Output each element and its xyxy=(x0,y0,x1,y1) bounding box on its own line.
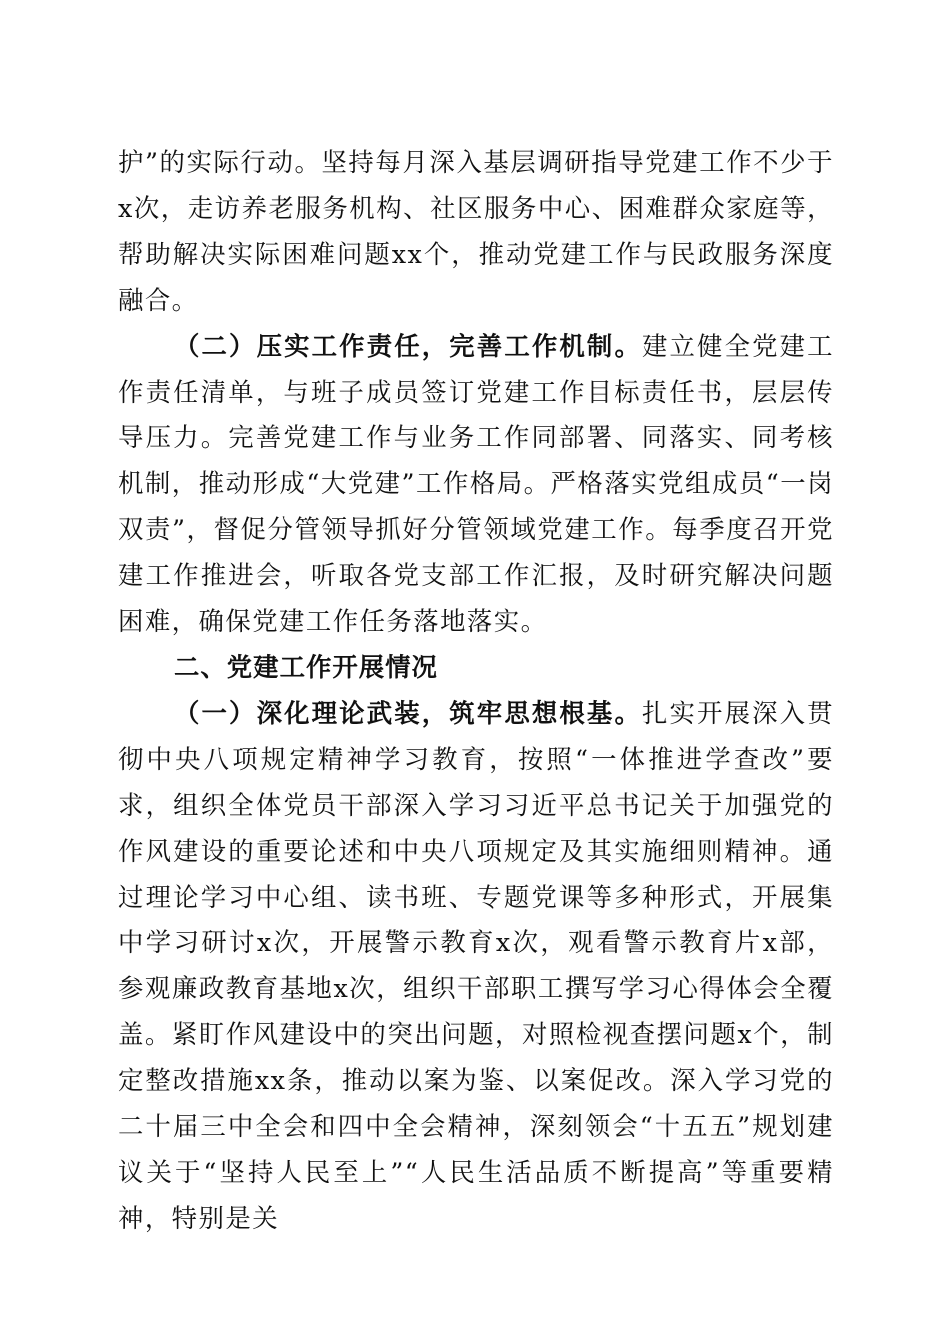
paragraph-responsibility xyxy=(118,324,834,645)
paragraph-text: 建立健全党建工作责任清单，与班子成员签订党建工作目标责任书，层层传导压力。完善党建工作与业务工作同部署、同落实、同考核机制，推动形成“大党建”工作格局。严格落实党组成员“一岗双责”，督促分管领导抓好分管领域党建工作。每季度召开党建工作推进会，听取各党支部工作汇报，及时研究解决问题困难，确保党建工作任务落地落实。 xyxy=(118,330,834,637)
paragraph-lead-heading: （一）深化理论武装，筑牢思想根基。 xyxy=(174,697,642,728)
paragraph-text: 护”的实际行动。坚持每月深入基层调研指导党建工作不少于x次，走访养老服务机构、社区服务中心、困难群众家庭等，帮助解决实际困难问题xx个，推动党建工作与民政服务深度融合。 xyxy=(118,147,834,315)
paragraph-lead-heading: （二）压实工作责任，完善工作机制。 xyxy=(174,330,642,361)
paragraph-theory xyxy=(118,691,834,1242)
section-heading: 二、党建工作开展情况 xyxy=(174,651,438,682)
paragraph-continuation xyxy=(118,140,834,324)
document-body xyxy=(118,140,834,1242)
paragraph-text: 扎实开展深入贯彻中央八项规定精神学习教育，按照“一体推进学查改”要求，组织全体党员干部深入学习习近平总书记关于加强党的作风建设的重要论述和中央八项规定及其实施细则精神。通过理论学习中心组、读书班、专题党课等多种形式，开展集中学习研讨x次，开展警示教育x次，观看警示教育片x部，参观廉政教育基地x次，组织干部职工撰写学习心得体会全覆盖。紧盯作风建设中的突出问题，对照检视查摆问题x个，制定整改措施xx条，推动以案为鉴、以案促改。深入学习党的二十届三中全会和四中全会精神，深刻领会“十五五”规划建议关于“坚持人民至上”“人民生活品质不断提高”等重要精神，特别是关 xyxy=(118,697,834,1233)
